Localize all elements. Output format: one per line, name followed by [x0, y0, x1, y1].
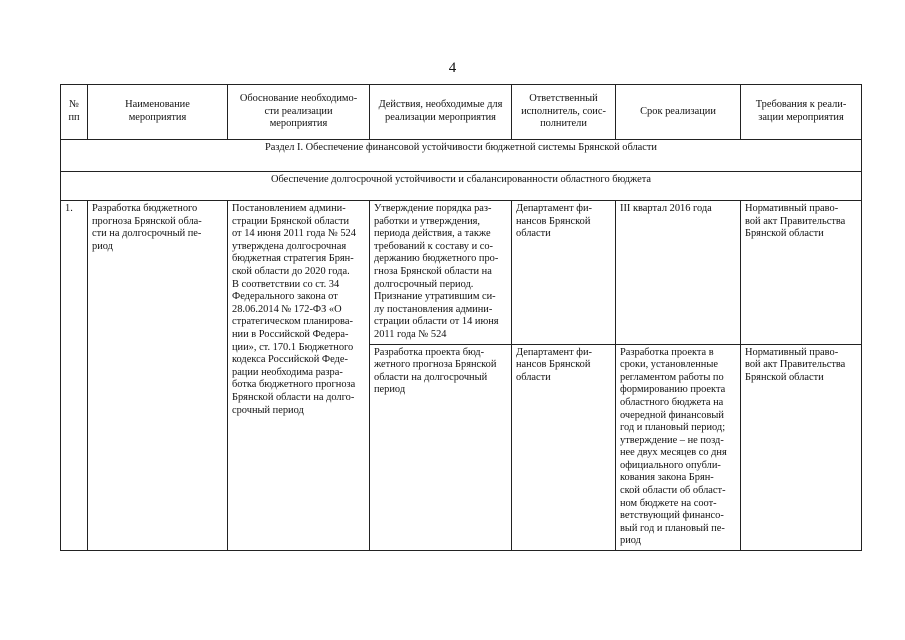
section-row: [61, 140, 862, 172]
header-actions: Действия, необходимые для реализации мероприятия: [370, 85, 512, 140]
section-title: Раздел I. Обеспечение финансовой устойчивости бюджетной системы Брянской области: [61, 140, 862, 172]
action-cell: Утверждение порядка раз- работки и утверждения, периода действия, а также требований к составу и со- держанию бюджетного про- гноза Брянской области на долгосрочный период. Признание утратившим си- лу постановления админи- страции области от 14 июня 2011 года № 524: [370, 201, 512, 345]
term-cell: Разработка проекта в сроки, установленные регламентом работы по формированию проекта областного бюджета на очередной финансовый год и плановый период; утверждение – не позд- нее двух месяцев со дня официального опубли- кования закона Брян- ской области об област- ном бюджете на соот- ветствующий финансо- вый год и плановый пе- риод: [616, 344, 741, 551]
measure-name: Разработка бюджетного прогноза Брянской обла- сти на долгосрочный пе- риод: [88, 201, 228, 551]
header-justification: Обоснование необходимо- сти реализации мероприятия: [228, 85, 370, 140]
term-cell: III квартал 2016 года: [616, 201, 741, 345]
header-measure-name: Наименование мероприятия: [88, 85, 228, 140]
subsection-title: Обеспечение долгосрочной устойчивости и сбалансированности областного бюджета: [61, 172, 862, 201]
header-term: Срок реализации: [616, 85, 741, 140]
requirements-cell: Нормативный право- вой акт Правительства Брянской области: [741, 201, 862, 345]
table-row: [61, 201, 862, 345]
header-responsible: Ответственный исполнитель, соис- полнители: [512, 85, 616, 140]
responsible-cell: Департамент фи- нансов Брянской области: [512, 201, 616, 345]
subsection-row: [61, 172, 862, 201]
header-requirements: Требования к реали- зации мероприятия: [741, 85, 862, 140]
requirements-cell: Нормативный право- вой акт Правительства Брянской области: [741, 344, 862, 551]
header-number: № пп: [61, 85, 88, 140]
responsible-cell: Департамент фи- нансов Брянской области: [512, 344, 616, 551]
justification: Постановлением админи- страции Брянской области от 14 июня 2011 года № 524 утверждена долгосрочная бюджетная стратегия Брян- ской области до 2020 года. В соответствии со ст. 34 Федерального закона от 28.06.2014 № 172-ФЗ «О стратегическом планирова- нии в Российской Федера- ции», ст. 170.1 Бюджетного кодекса Российской Феде- рации необходима разра- ботка бюджетного прогноза Брянской области на долго- срочный период: [228, 201, 370, 551]
page-number: 4: [448, 60, 457, 76]
action-cell: Разработка проекта бюд- жетного прогноза Брянской области на долгосрочный период: [370, 344, 512, 551]
action-plan-table: [60, 84, 862, 551]
row-number: 1.: [61, 201, 88, 551]
table-header-row: [61, 85, 862, 140]
